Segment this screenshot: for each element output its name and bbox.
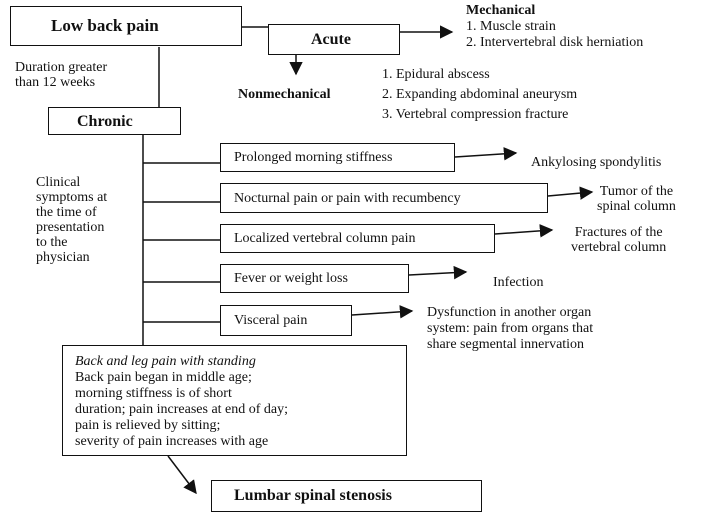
arrow-symptom-5 [352,311,412,315]
diagnosis-line: share segmental innervation [427,337,585,352]
symptom-label: Prolonged morning stiffness [234,150,393,165]
clinical-note-line: physician [36,250,90,265]
diagnosis-line: Dysfunction in another organ [427,305,592,320]
stenosis-criteria-line: Back pain began in middle age; [75,370,252,385]
clinical-note-line: the time of [36,205,97,220]
clinical-note-line: symptoms at [36,190,108,205]
symptom-label: Visceral pain [234,313,308,328]
clinical-note-line: presentation [36,220,105,235]
diagnosis-line: Infection [493,275,544,290]
duration-line: Duration greater [15,60,108,75]
stenosis-criteria-line: duration; pain increases at end of day; [75,402,289,417]
arrow-stenosis [168,456,196,493]
acute-label: Acute [311,31,351,48]
symptom-label: Fever or weight loss [234,271,348,286]
diagnosis-tumor [597,184,676,214]
diagnosis-ankylosing-spondylitis [531,155,661,171]
arrow-symptom-4 [409,272,466,275]
symptom-box-morning-stiffness [220,143,455,172]
diagnosis-line: vertebral column [571,240,667,255]
low-back-pain-label: Low back pain [51,16,159,35]
symptom-box-visceral-pain [220,305,352,336]
stenosis-criteria-box [62,345,407,456]
diagnosis-line: system: pain from organs that [427,321,594,336]
diagnosis-infection [493,275,544,291]
stenosis-criteria-heading: Back and leg pain with standing [75,354,256,369]
mechanical-list [466,19,643,51]
diagnosis-line: Tumor of the [599,184,674,199]
arrow-symptom-1 [455,153,516,157]
symptom-box-localized-pain [220,224,495,253]
diagnosis-line: spinal column [597,199,676,214]
diagnosis-line: Fractures of the [574,225,663,240]
chronic-box [48,107,181,135]
clinical-symptoms-note [36,175,107,265]
stenosis-criteria-line: pain is relieved by sitting; [75,418,221,433]
duration-note [15,60,107,90]
arrow-symptom-2 [548,192,592,196]
duration-line: than 12 weeks [15,75,96,90]
mechanical-item: 2. Intervertebral disk herniation [466,35,644,50]
nonmechanical-heading: Nonmechanical [238,87,331,102]
chronic-label: Chronic [77,113,133,130]
nonmechanical-item: 2. Expanding abdominal aneurysm [382,87,578,102]
diagnosis-fractures [571,225,666,255]
mechanical-item: 1. Muscle strain [466,19,556,34]
mechanical-heading: Mechanical [466,3,536,18]
acute-box [268,24,400,55]
symptom-box-nocturnal-pain [220,183,548,213]
stenosis-criteria-line: morning stiffness is of short [75,386,232,401]
nonmechanical-item: 3. Vertebral compression fracture [382,107,569,122]
symptom-box-fever-weight-loss [220,264,409,293]
nonmechanical-item: 1. Epidural abscess [382,67,490,82]
symptom-label: Localized vertebral column pain [234,231,416,246]
lumbar-spinal-stenosis-label: Lumbar spinal stenosis [234,487,392,504]
arrow-symptom-3 [495,230,552,234]
clinical-note-line: Clinical [36,175,81,190]
diagnosis-organ-dysfunction [427,305,593,353]
stenosis-criteria-text [75,354,288,450]
lumbar-spinal-stenosis-box [211,480,482,512]
low-back-pain-box [10,6,242,46]
clinical-note-line: to the [36,235,68,250]
symptom-label: Nocturnal pain or pain with recumbency [234,191,461,206]
stenosis-criteria-line: severity of pain increases with age [75,434,269,449]
nonmechanical-list [382,65,577,125]
diagnosis-line: Ankylosing spondylitis [531,155,662,170]
